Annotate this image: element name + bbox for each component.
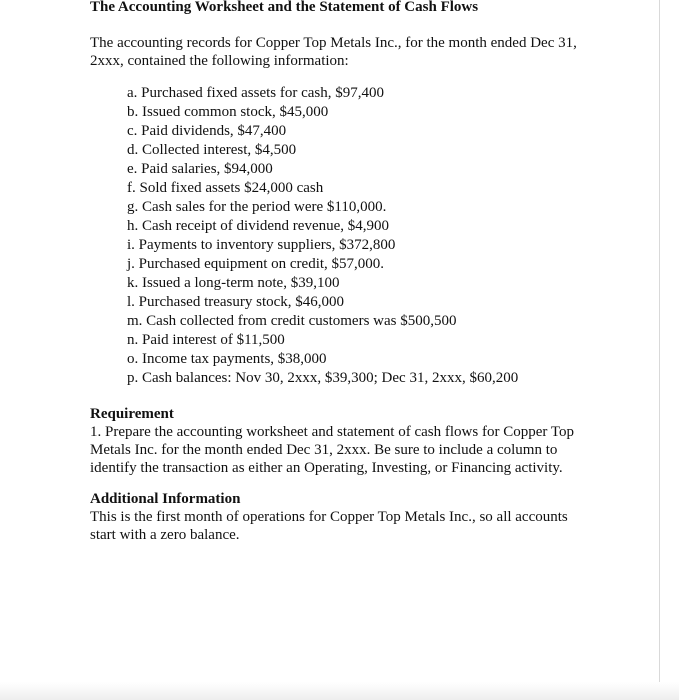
additional-info-section bbox=[90, 490, 590, 544]
additional-info-heading: Additional Information bbox=[90, 491, 241, 507]
requirement-heading: Requirement bbox=[90, 406, 174, 422]
requirement-section bbox=[90, 405, 590, 477]
list-item: a. Purchased fixed assets for cash, $97,400 bbox=[127, 85, 385, 101]
list-item: p. Cash balances: Nov 30, 2xxx, $39,300; Dec 31, 2xxx, $60,200 bbox=[127, 370, 519, 386]
list-item: j. Purchased equipment on credit, $57,000. bbox=[127, 256, 385, 272]
page-edge-divider bbox=[659, 0, 660, 700]
list-item: c. Paid dividends, $47,400 bbox=[127, 123, 287, 139]
list-item: f. Sold fixed assets $24,000 cash bbox=[127, 180, 324, 196]
list-item: l. Purchased treasury stock, $46,000 bbox=[127, 294, 345, 310]
list-item: d. Collected interest, $4,500 bbox=[127, 142, 297, 158]
transaction-list bbox=[127, 84, 518, 388]
intro-paragraph: The accounting records for Copper Top Metals Inc., for the month ended Dec 31, 2xxx, contained the following information: bbox=[90, 35, 577, 69]
requirement-text: 1. Prepare the accounting worksheet and statement of cash flows for Copper Top Metals Inc. for the month ended Dec 31, 2xxx. Be sure to include a column to identify the transaction as either an Operating, Investing, or Financing activity. bbox=[90, 424, 574, 476]
document-title: The Accounting Worksheet and the Statement of Cash Flows bbox=[90, 0, 479, 15]
list-item: i. Payments to inventory suppliers, $372,800 bbox=[127, 237, 396, 253]
list-item: b. Issued common stock, $45,000 bbox=[127, 104, 329, 120]
list-item: g. Cash sales for the period were $110,000. bbox=[127, 199, 387, 215]
list-item: o. Income tax payments, $38,000 bbox=[127, 351, 327, 367]
list-item: k. Issued a long-term note, $39,100 bbox=[127, 275, 340, 291]
list-item: e. Paid salaries, $94,000 bbox=[127, 161, 273, 177]
additional-info-text: This is the first month of operations for Copper Top Metals Inc., so all accounts start with a zero balance. bbox=[90, 509, 568, 543]
list-item: n. Paid interest of $11,500 bbox=[127, 332, 285, 348]
bottom-shadow bbox=[0, 682, 679, 700]
list-item: h. Cash receipt of dividend revenue, $4,900 bbox=[127, 218, 390, 234]
list-item: m. Cash collected from credit customers was $500,500 bbox=[127, 313, 457, 329]
